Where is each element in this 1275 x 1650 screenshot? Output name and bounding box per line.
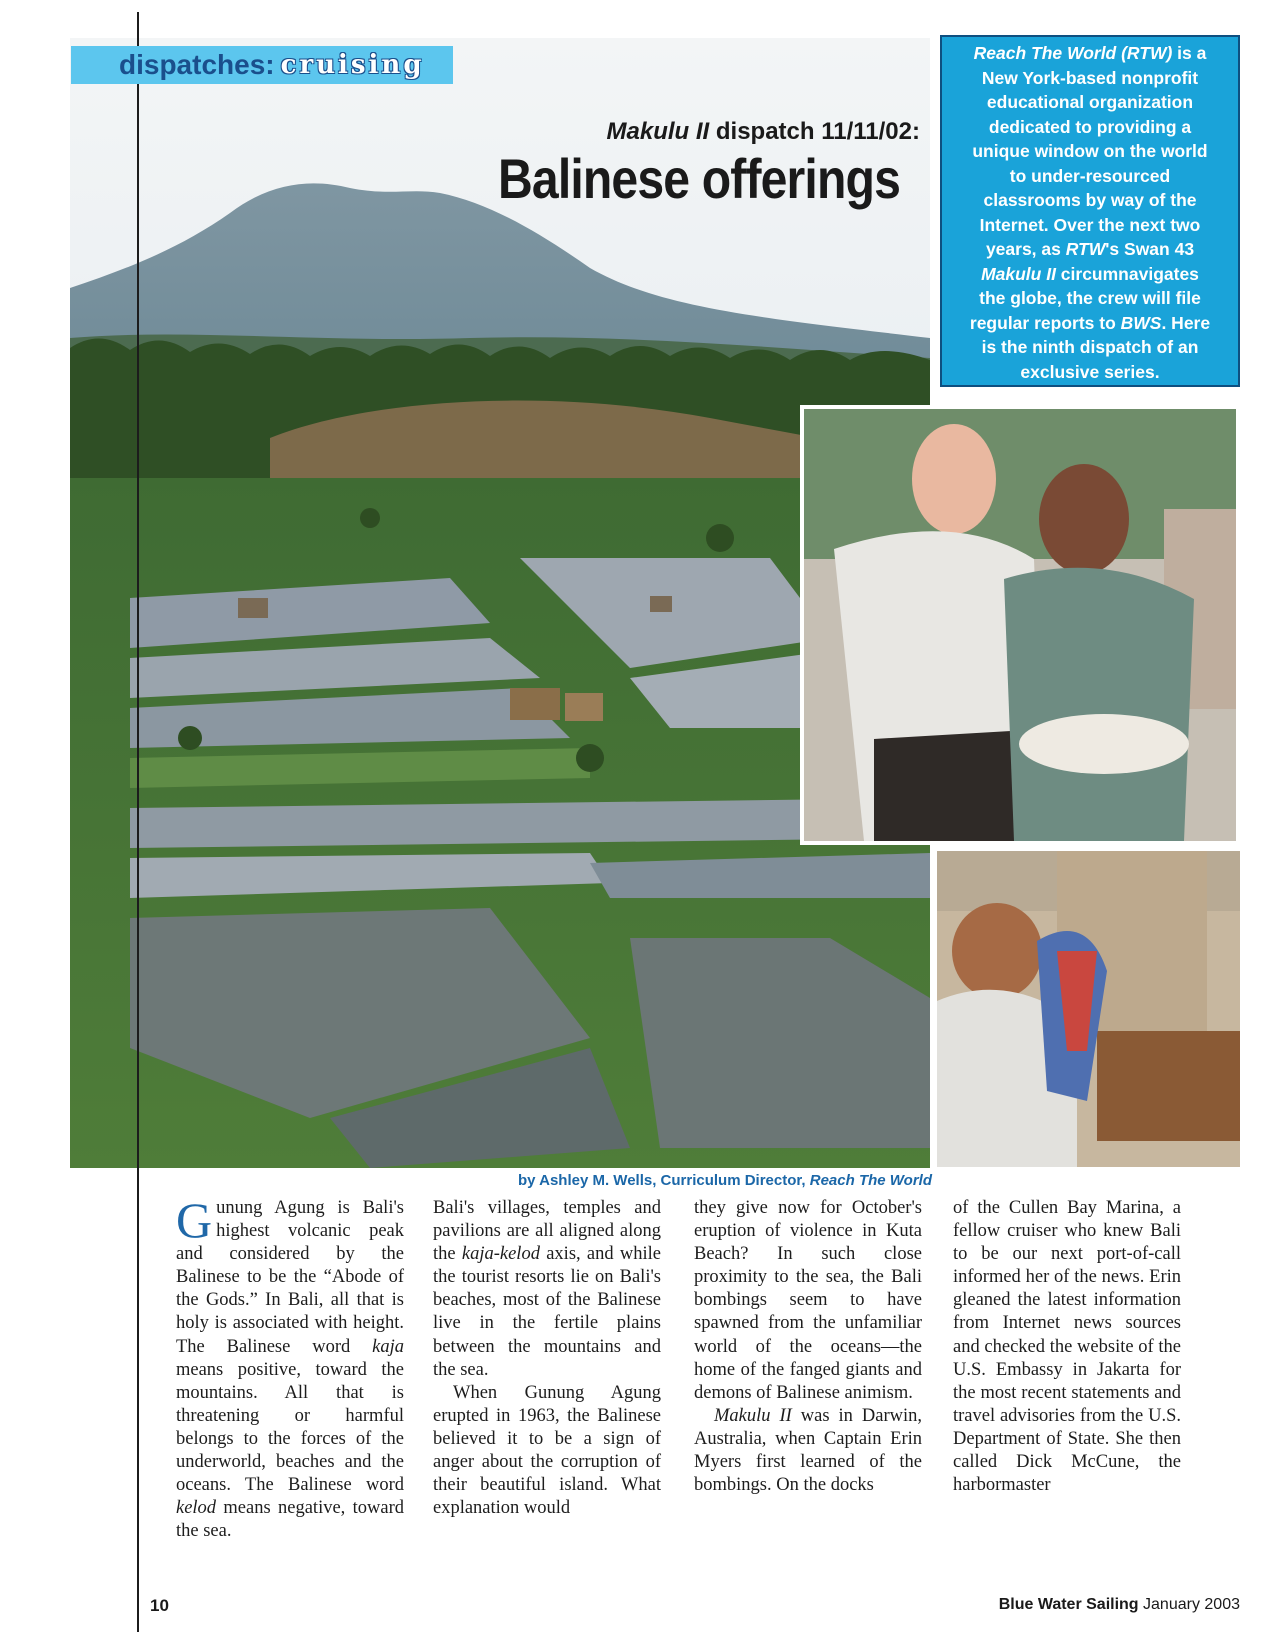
sidebar-line: years, as xyxy=(985,239,1066,259)
drop-cap: G xyxy=(176,1192,213,1248)
sidebar-line: exclusive series. xyxy=(1020,361,1160,382)
article-title: Balinese offerings xyxy=(497,147,900,210)
sidebar-line: is a xyxy=(1172,43,1207,63)
sidebar-line: . Here xyxy=(1161,312,1211,333)
paragraph xyxy=(694,1405,922,1497)
body-column-1 xyxy=(176,1192,404,1543)
sidebar-italic: Makulu II xyxy=(981,263,1056,284)
sidebar-line: educational organization xyxy=(986,92,1194,112)
sidebar-line: 's Swan 43 xyxy=(1105,239,1195,259)
section-name: dispatches: xyxy=(119,49,275,80)
body-italic: Makulu II xyxy=(714,1405,792,1426)
paragraph: they give now for October's eruption of violence in Kuta Beach? In such close proximity to the sea, the Bali bombings seem to have spawned from the unfamiliar world of the oceans—the home of the fanged giants and demons of Balinese animism. xyxy=(694,1198,922,1403)
sidebar-line: Internet. Over the next two xyxy=(979,214,1201,235)
rtw-sidebar-box xyxy=(940,35,1240,387)
sidebar-line: circumnavigates xyxy=(1055,263,1199,284)
sidebar-line: unique window on the world xyxy=(972,141,1208,161)
dispatch-date: dispatch 11/11/02: xyxy=(715,118,920,145)
sidebar-line: the globe, the crew will file xyxy=(979,288,1201,308)
puppet-master-photo xyxy=(933,851,1240,1167)
body-column-4 xyxy=(953,1197,1181,1497)
sidebar-italic: BWS xyxy=(1120,312,1162,333)
issue-date: January 2003 xyxy=(1143,1596,1240,1613)
dispatch-kicker xyxy=(500,118,920,146)
left-margin-rule xyxy=(137,12,139,1632)
women-portrait-photo xyxy=(800,405,1240,845)
sidebar-line: to under-resourced xyxy=(1009,165,1171,186)
body-italic: kaja-kelod xyxy=(461,1244,540,1265)
body-text: Bali's villages, temples and pavilions are all aligned along the xyxy=(433,1198,661,1265)
body-column-3 xyxy=(694,1197,922,1497)
body-text: was in Darwin, Australia, when Captain Erin Myers first learned of the bombings. On the docks xyxy=(694,1405,922,1496)
page-number: 10 xyxy=(150,1596,169,1615)
byline-author: by Ashley M. Wells, Curriculum Director, xyxy=(518,1172,810,1189)
magazine-name: Blue Water Sailing xyxy=(998,1596,1139,1613)
paragraph xyxy=(433,1197,661,1382)
body-column-2 xyxy=(433,1197,661,1520)
body-italic: kaja xyxy=(372,1336,404,1357)
sidebar-line: New York-based nonprofit xyxy=(981,67,1199,88)
sidebar-org-name: Reach The World (RTW) xyxy=(973,43,1173,63)
magazine-footer xyxy=(920,1596,1240,1614)
body-italic: kelod xyxy=(176,1498,217,1519)
body-text: means positive, toward the mountains. All that is threatening or harmful belongs to the forces of the underworld, beaches and the oceans. The Balinese word xyxy=(176,1359,404,1496)
sidebar-line: is the ninth dispatch of an xyxy=(981,337,1199,357)
paragraph: When Gunung Agung erupted in 1963, the Balinese believed it to be a sign of anger about the corruption of their beautiful island. What explanation would xyxy=(433,1382,661,1519)
paragraph xyxy=(176,1192,404,1543)
section-subname: cruising xyxy=(280,50,425,80)
boat-name: Makulu II xyxy=(606,118,710,145)
byline xyxy=(440,1172,932,1189)
body-text: axis, and while the tourist resorts lie on Bali's beaches, most of the Balinese live in the fertile plains between the mountains and the sea. xyxy=(433,1244,661,1380)
sidebar-italic: RTW xyxy=(1065,239,1106,259)
paragraph: of the Cullen Bay Marina, a fellow cruiser who knew Bali to be our next port-of-call informed her of the news. Erin gleaned the latest information from Internet news sources and checked the website of the U.S. Embassy in Jakarta for the most recent statements and travel advisories from the U.S. Department of State. She then called Dick McCune, the harbormaster xyxy=(953,1198,1181,1496)
body-text: means negative, toward the sea. xyxy=(176,1498,404,1542)
byline-org: Reach The World xyxy=(809,1172,932,1189)
sidebar-line: dedicated to providing a xyxy=(988,116,1192,137)
sidebar-line: classrooms by way of the xyxy=(983,190,1197,210)
sidebar-line: regular reports to xyxy=(969,312,1121,333)
section-header xyxy=(71,46,453,84)
body-text: unung Agung is Bali's highest volcanic peak and considered by the Balinese to be the “Abode of the Gods.” In Bali, all that is holy is associated with height. The Balinese word xyxy=(176,1198,404,1357)
